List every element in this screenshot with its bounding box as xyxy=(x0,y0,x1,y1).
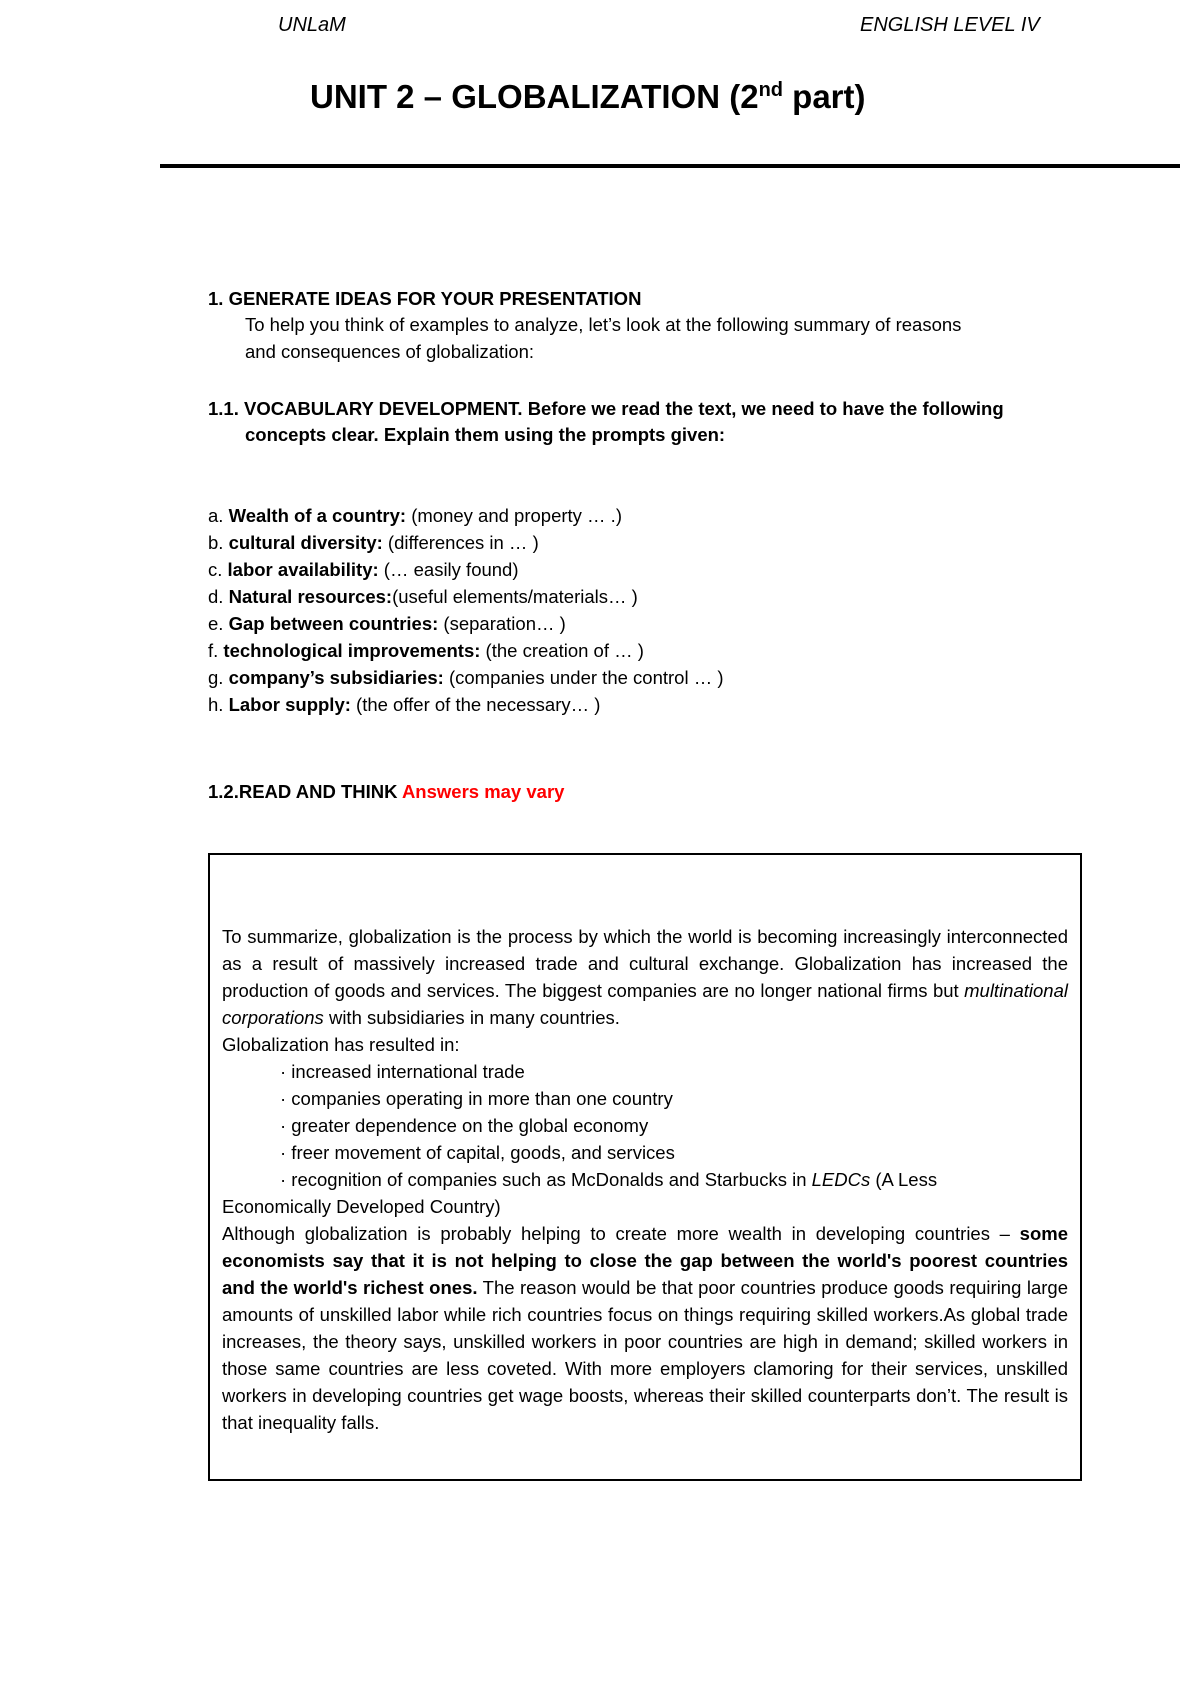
result-bullet-cont: Economically Developed Country) xyxy=(222,1196,501,1217)
result-bullet: · companies operating in more than one country xyxy=(280,1088,673,1109)
reading-text: Although globalization is probably helping to create more wealth in developing countries – xyxy=(222,1223,1020,1244)
vocab-letter: e. xyxy=(208,613,229,634)
header-institution: UNLaM xyxy=(278,14,346,36)
vocab-item xyxy=(208,529,724,556)
title-suffix: part) xyxy=(783,78,866,115)
vocab-prompt: (the offer of the necessary… ) xyxy=(350,694,601,715)
title-divider xyxy=(160,164,1180,168)
vocab-term: Wealth of a country: xyxy=(228,505,407,526)
title-superscript: nd xyxy=(758,79,783,101)
section1-line1: To help you think of examples to analyze, let’s look at the following summary of reasons xyxy=(245,314,962,335)
reading-text: · recognition of companies such as McDonalds and Starbucks in xyxy=(280,1169,812,1190)
reading-paragraph-2 xyxy=(222,1220,1068,1436)
page-title xyxy=(310,78,910,116)
result-bullet: · freer movement of capital, goods, and services xyxy=(280,1142,675,1163)
vocab-prompt: (money and property … .) xyxy=(406,505,622,526)
result-bullet: · increased international trade xyxy=(280,1061,525,1082)
vocab-item xyxy=(208,556,724,583)
results-intro: Globalization has resulted in: xyxy=(222,1034,460,1055)
section12-heading xyxy=(208,778,564,805)
vocab-item xyxy=(208,610,724,637)
title-prefix: UNIT 2 – GLOBALIZATION (2 xyxy=(310,78,759,115)
section12-title: 1.2.READ AND THINK xyxy=(208,781,402,802)
section11-heading: 1.1. VOCABULARY DEVELOPMENT. Before we read the text, we need to have the following xyxy=(208,398,1004,419)
reading-bold-text: some economists say that it is not helping to close the gap between the world's poorest countries and the world's richest ones. xyxy=(222,1223,1068,1298)
vocab-prompt: (the creation of … ) xyxy=(480,640,644,661)
vocab-prompt: (differences in … ) xyxy=(382,532,539,553)
vocab-letter: b. xyxy=(208,532,229,553)
answers-note: Answers may vary xyxy=(401,781,565,802)
vocab-letter: h. xyxy=(208,694,229,715)
vocab-prompt: (separation… ) xyxy=(438,613,566,634)
vocab-term: Natural resources: xyxy=(228,586,393,607)
header-course: ENGLISH LEVEL IV xyxy=(860,14,1040,36)
vocabulary-list xyxy=(208,502,724,718)
result-bullet: · greater dependence on the global economy xyxy=(280,1115,649,1136)
vocab-item xyxy=(208,664,724,691)
vocab-letter: a. xyxy=(208,505,229,526)
reading-italic-term: LEDCs xyxy=(811,1169,871,1190)
reading-text: (A Less xyxy=(870,1169,938,1190)
reading-italic-term: multinational corporations xyxy=(222,980,1068,1028)
vocab-item xyxy=(208,637,724,664)
vocab-term: company’s subsidiaries: xyxy=(228,667,444,688)
vocab-item xyxy=(208,691,724,718)
reading-paragraph-1 xyxy=(222,923,1068,1031)
section11-heading-cont: concepts clear. Explain them using the prompts given: xyxy=(245,424,726,445)
section1-heading: 1. GENERATE IDEAS FOR YOUR PRESENTATION xyxy=(208,288,642,309)
reading-text: To summarize, globalization is the process by which the world is becoming increasingly interconnected as a result of massively increased trade and cultural exchange. Globalization has increased the production of goods and services. The biggest companies are no longer national firms but xyxy=(222,926,1068,1001)
section1-intro xyxy=(245,311,961,365)
vocab-item xyxy=(208,583,724,610)
vocab-prompt: (… easily found) xyxy=(378,559,519,580)
vocab-prompt: (useful elements/materials… ) xyxy=(392,586,638,607)
reading-text: with subsidiaries in many countries. xyxy=(323,1007,620,1028)
vocab-letter: f. xyxy=(208,640,224,661)
result-bullet xyxy=(222,1166,1068,1193)
vocab-term: technological improvements: xyxy=(223,640,481,661)
vocab-term: Gap between countries: xyxy=(228,613,439,634)
vocab-letter: g. xyxy=(208,667,229,688)
vocab-term: labor availability: xyxy=(227,559,379,580)
reading-content xyxy=(222,923,1068,1436)
vocab-prompt: (companies under the control … ) xyxy=(443,667,724,688)
vocab-letter: d. xyxy=(208,586,229,607)
vocab-term: cultural diversity: xyxy=(228,532,383,553)
reading-text-box xyxy=(208,853,1082,1481)
reading-text: The reason would be that poor countries produce goods requiring large amounts of unskilled labor while rich countries focus on things requiring skilled workers.As global trade increases, the theory says, unskilled workers in poor countries are high in demand; skilled workers in those same countries are less coveted. With more employers clamoring for their services, unskilled workers in developing countries get wage boosts, whereas their skilled counterparts don’t. The result is that inequality falls. xyxy=(222,1277,1068,1433)
vocab-letter: c. xyxy=(208,559,228,580)
vocab-term: Labor supply: xyxy=(228,694,351,715)
section1-line2: and consequences of globalization: xyxy=(245,341,535,362)
vocab-item xyxy=(208,502,724,529)
